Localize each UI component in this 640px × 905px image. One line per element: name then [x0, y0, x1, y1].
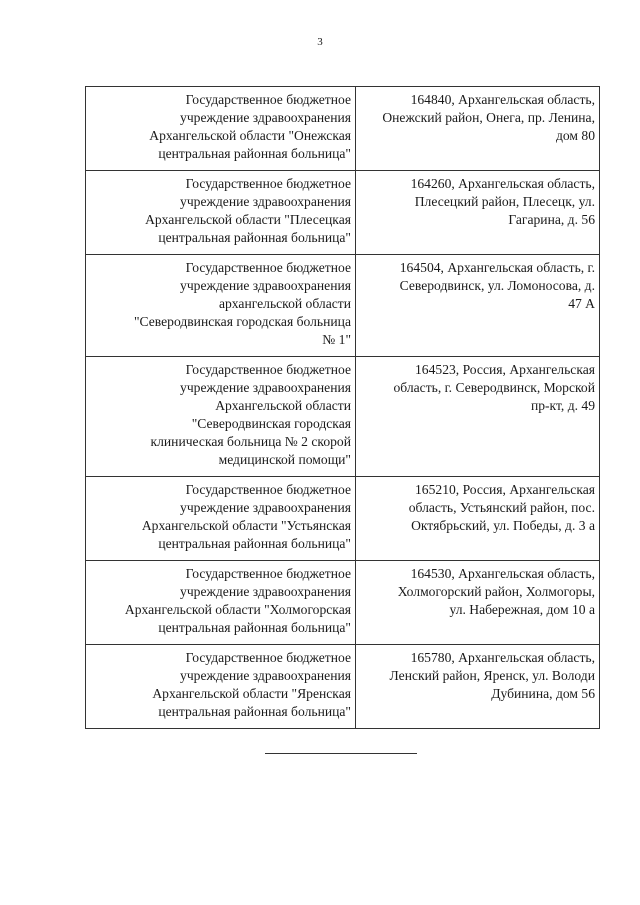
institution-address-line: Холмогорский район, Холмогоры, [397, 584, 595, 599]
institution-name-line: центральная районная больница" [158, 620, 351, 635]
institution-address-cell [356, 357, 600, 477]
institution-name-line: Архангельской области "Холмогорская [124, 602, 351, 617]
institution-address-line: 164504, Архангельская область, г. [399, 260, 595, 275]
institution-address-line: 164523, Россия, Архангельская [415, 362, 595, 377]
institution-name-line: Государственное бюджетное [185, 650, 351, 665]
institution-name-line: учреждение здравоохранения [180, 668, 351, 683]
institution-address-cell [356, 561, 600, 645]
institution-address-line: Октябрьский, ул. Победы, д. 3 а [411, 518, 595, 533]
table-row [86, 357, 600, 477]
table-row [86, 87, 600, 171]
institution-address-line: дом 80 [555, 128, 595, 143]
institution-name-cell [86, 357, 356, 477]
institution-address-cell [356, 645, 600, 729]
institution-name-cell [86, 561, 356, 645]
institution-address-cell [356, 171, 600, 255]
institution-name-cell [86, 171, 356, 255]
institution-name-line: центральная районная больница" [158, 230, 351, 245]
institution-address-line: пр-кт, д. 49 [530, 398, 595, 413]
institution-name-line: учреждение здравоохранения [180, 194, 351, 209]
institution-address-line: Дубинина, дом 56 [491, 686, 595, 701]
table-row [86, 255, 600, 357]
institution-address-cell [356, 477, 600, 561]
institution-address-line: ул. Набережная, дом 10 а [449, 602, 595, 617]
institution-name-cell [86, 87, 356, 171]
institutions-table-body [86, 87, 600, 729]
table-row [86, 645, 600, 729]
table-row [86, 477, 600, 561]
institution-name-line: Архангельской области "Устьянская [141, 518, 351, 533]
institution-name-line: центральная районная больница" [158, 536, 351, 551]
institution-address-line: 164530, Архангельская область, [410, 566, 595, 581]
institution-name-line: Государственное бюджетное [185, 482, 351, 497]
institution-address-line: 165210, Россия, Архангельская [415, 482, 595, 497]
institution-name-line: Государственное бюджетное [185, 260, 351, 275]
institution-address-line: область, Устьянский район, пос. [408, 500, 595, 515]
institution-name-line: учреждение здравоохранения [180, 584, 351, 599]
institution-name-line: центральная районная больница" [158, 146, 351, 161]
institution-name-line: Государственное бюджетное [185, 566, 351, 581]
institution-name-line: центральная районная больница" [158, 704, 351, 719]
institution-name-line: № 1" [322, 332, 351, 347]
table-row [86, 171, 600, 255]
institution-name-line: Государственное бюджетное [185, 176, 351, 191]
institution-name-line: Архангельской области "Яренская [152, 686, 351, 701]
institution-address-line: 164260, Архангельская область, [410, 176, 595, 191]
institution-address-line: Онежский район, Онега, пр. Ленина, [382, 110, 595, 125]
institution-name-line: учреждение здравоохранения [180, 380, 351, 395]
institution-address-cell [356, 87, 600, 171]
institution-address-line: 47 А [568, 296, 595, 311]
institution-name-line: архангельской области [218, 296, 351, 311]
institution-name-cell [86, 477, 356, 561]
institution-name-line: учреждение здравоохранения [180, 500, 351, 515]
institution-address-line: 164840, Архангельская область, [410, 92, 595, 107]
institution-name-line: Государственное бюджетное [185, 92, 351, 107]
institution-name-line: "Северодвинская городская [191, 416, 351, 431]
institution-address-line: Плесецкий район, Плесецк, ул. [414, 194, 595, 209]
institution-address-line: Северодвинск, ул. Ломоносова, д. [399, 278, 595, 293]
institution-name-cell [86, 255, 356, 357]
institution-address-line: Гагарина, д. 56 [508, 212, 595, 227]
institution-address-line: область, г. Северодвинск, Морской [393, 380, 595, 395]
institution-address-line: 165780, Архангельская область, [410, 650, 595, 665]
institution-name-line: Государственное бюджетное [185, 362, 351, 377]
institution-name-line: Архангельской области "Плесецкая [145, 212, 351, 227]
institution-name-line: Архангельской области [215, 398, 351, 413]
institution-name-line: Архангельской области "Онежская [149, 128, 351, 143]
institution-address-line: Ленский район, Яренск, ул. Володи [389, 668, 595, 683]
institutions-table [85, 86, 600, 729]
end-of-document-line [265, 753, 417, 754]
page-number: 3 [317, 36, 323, 48]
institution-name-line: "Северодвинская городская больница [133, 314, 351, 329]
institution-name-line: клиническая больница № 2 скорой [150, 434, 351, 449]
table-row [86, 561, 600, 645]
institution-name-line: учреждение здравоохранения [180, 278, 351, 293]
institution-address-cell [356, 255, 600, 357]
institution-name-cell [86, 645, 356, 729]
institution-name-line: медицинской помощи" [218, 452, 351, 467]
institution-name-line: учреждение здравоохранения [180, 110, 351, 125]
